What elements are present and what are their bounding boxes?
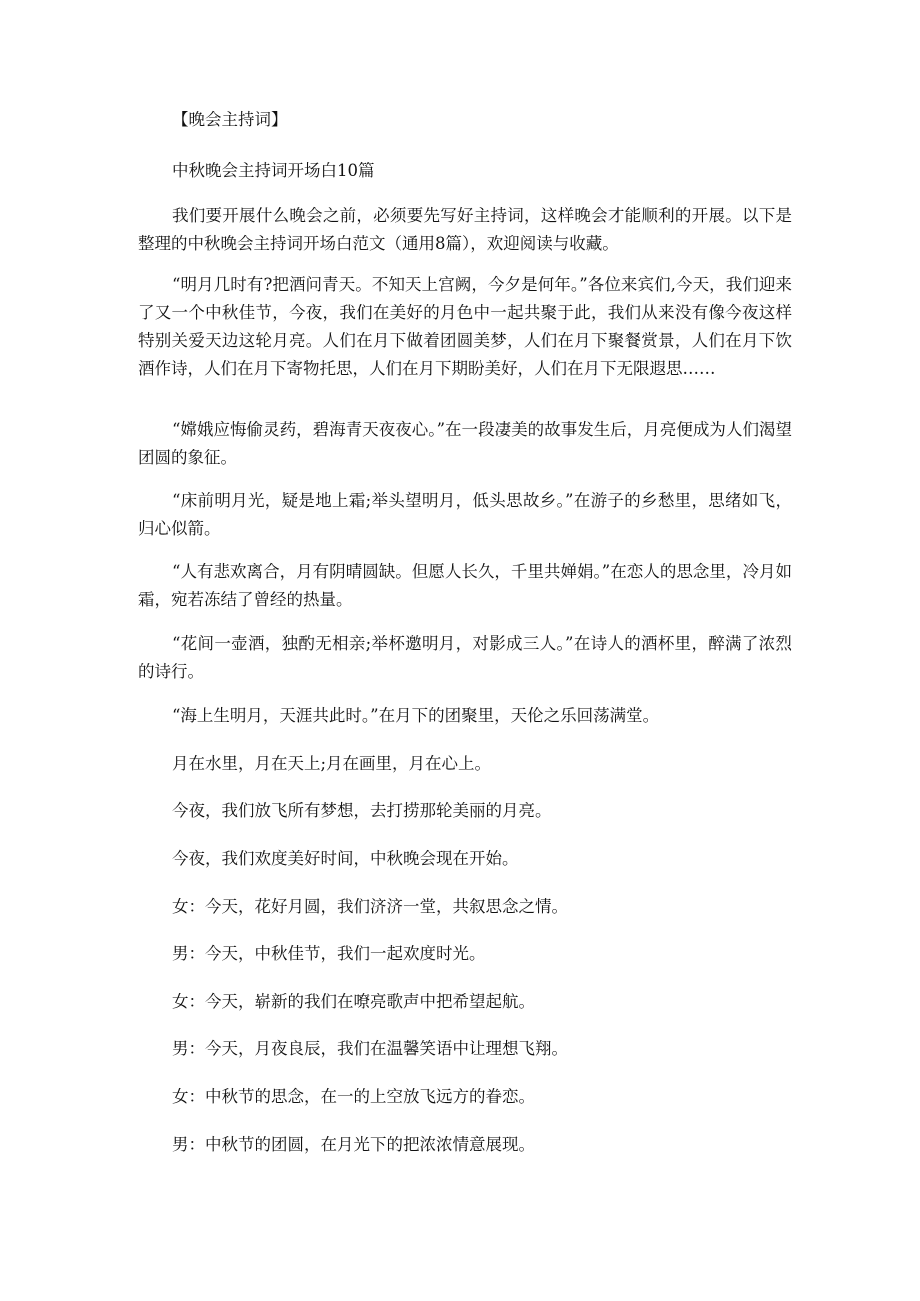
- script-line: 今夜，我们放飞所有梦想，去打捞那轮美丽的月亮。: [172, 801, 552, 820]
- body-paragraph: “人有悲欢离合，月有阴晴圆缺。但愿人长久，千里共婵娟。”在恋人的思念里，冷月如霜，宛若冻结了曾经的热量。: [138, 562, 792, 609]
- script-line: 女：今天，崭新的我们在嘹亮歌声中把希望起航。: [172, 992, 535, 1011]
- body-paragraph: “花间一壶酒，独酌无相亲;举杯邀明月，对影成三人。”在诗人的酒杯里，醉满了浓烈的诗行。: [138, 634, 792, 681]
- body-paragraph: “床前明月光，疑是地上霜;举头望明月，低头思故乡。”在游子的乡愁里，思绪如飞，归心似箭。: [138, 491, 792, 538]
- script-line: 月在水里，月在天上;月在画里，月在心上。: [172, 754, 492, 773]
- section-label: 【晚会主持词】: [172, 110, 288, 129]
- script-line: 男：中秋节的团圆，在月光下的把浓浓情意展现。: [172, 1135, 535, 1154]
- body-paragraph: “嫦娥应悔偷灵药，碧海青天夜夜心。”在一段凄美的故事发生后，月亮便成为人们渴望团圆的象征。: [138, 420, 792, 467]
- script-line: 男：今天，月夜良辰，我们在温馨笑语中让理想飞翔。: [172, 1039, 568, 1058]
- script-line: 男：今天，中秋佳节，我们一起欢度时光。: [172, 944, 486, 963]
- document-title: 中秋晚会主持词开场白10篇: [172, 161, 375, 180]
- intro-paragraph: 我们要开展什么晚会之前，必须要先写好主持词，这样晚会才能顺利的开展。以下是整理的中秋晚会主持词开场白范文（通用8篇），欢迎阅读与收藏。: [138, 206, 792, 253]
- script-line: 今夜，我们欢度美好时间，中秋晚会现在开始。: [172, 849, 519, 868]
- script-line: 女：中秋节的思念，在一的上空放飞远方的眷恋。: [172, 1087, 535, 1106]
- body-paragraph: “明月几时有?把酒问青天。不知天上宫阙，今夕是何年。”各位来宾们,今天，我们迎来了又一个中秋佳节，今夜，我们在美好的月色中一起共聚于此，我们从来没有像今夜这样特别关爱天边这轮月亮。人们在月下做着团圆美梦，人们在月下聚餐赏景，人们在月下饮酒作诗，人们在月下寄物托思，人们在月下期盼美好，人们在月下无限遐思……: [138, 275, 792, 378]
- script-line: 女：今天，花好月圆，我们济济一堂，共叙思念之情。: [172, 897, 568, 916]
- body-paragraph: “海上生明月，天涯共此时。”在月下的团聚里，天伦之乐回荡满堂。: [172, 706, 660, 725]
